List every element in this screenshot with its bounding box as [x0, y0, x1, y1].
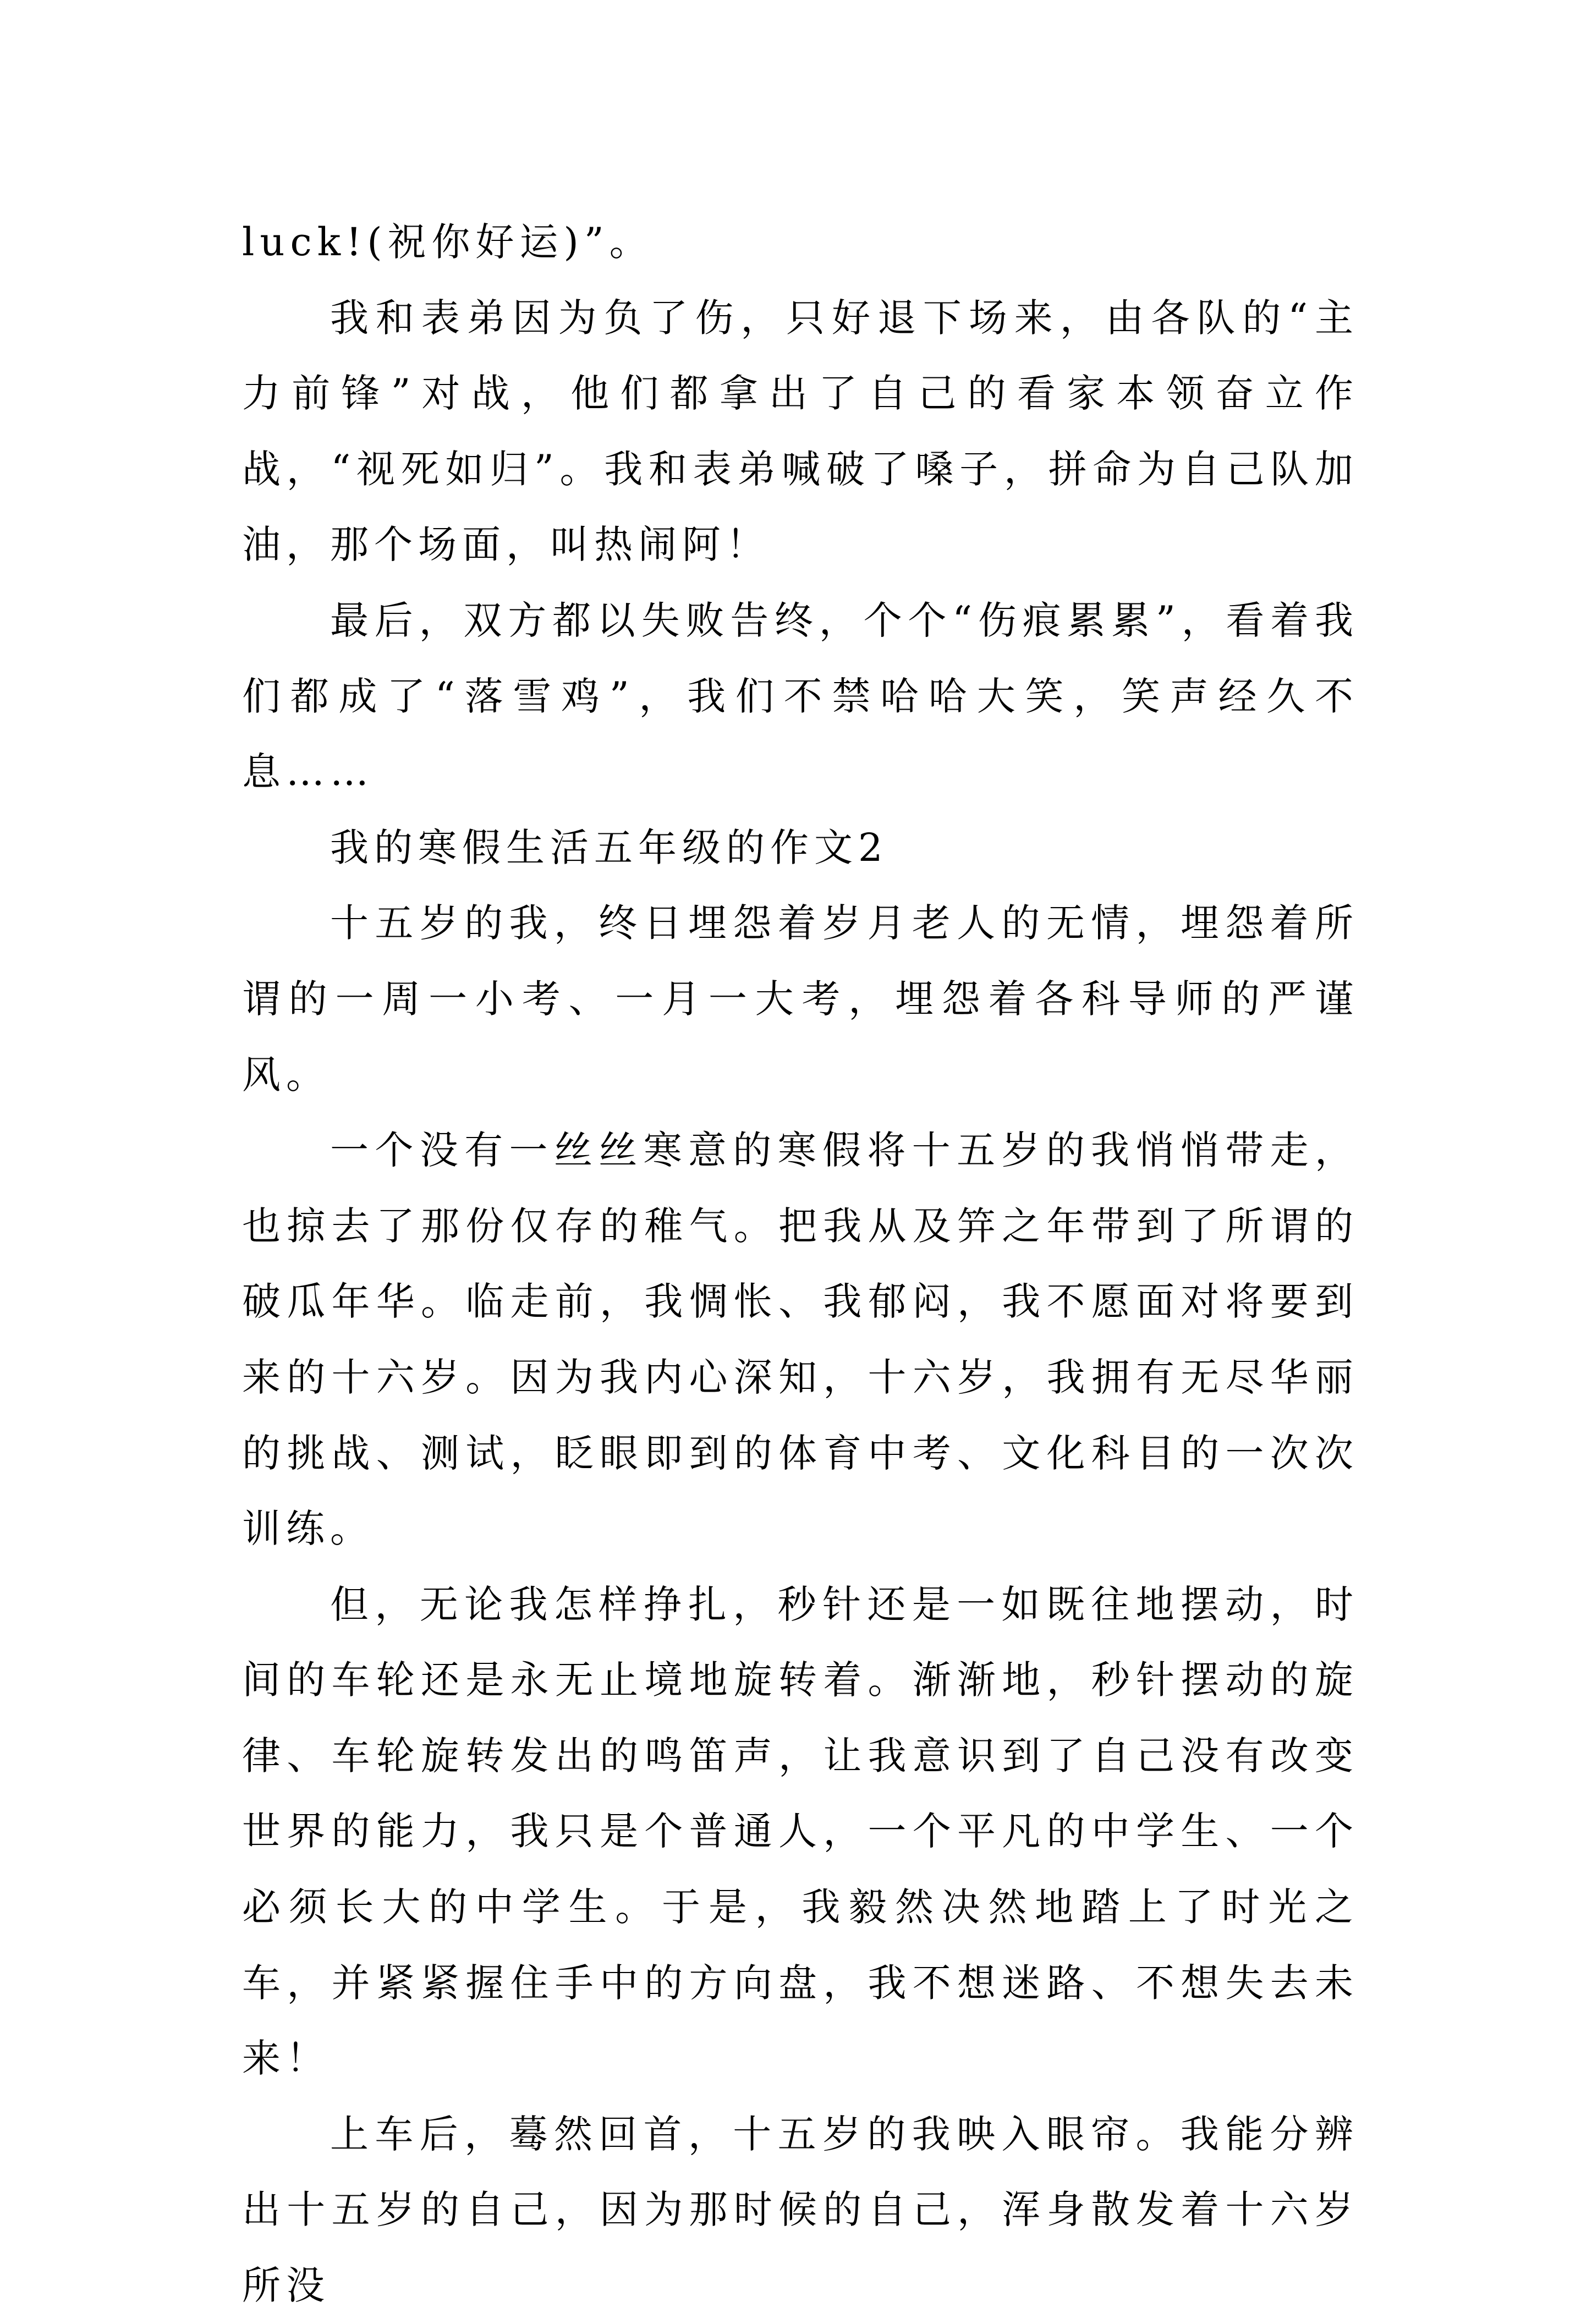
paragraph-2: 我和表弟因为负了伤，只好退下场来，由各队的“主力前锋”对战，他们都拿出了自己的看家本领奋立作战，“视死如归”。我和表弟喊破了嗓子，拼命为自己队加油，那个场面，叫热闹阿！	[242, 295, 1359, 568]
paragraph-6: 但，无论我怎样挣扎，秒针还是一如既往地摆动，时间的车轮还是永无止境地旋转着。渐渐地，秒针摆动的旋律、车轮旋转发出的鸣笛声，让我意识到了自己没有改变世界的能力，我只是个普通人，一个平凡的中学生、一个必须长大的中学生。于是，我毅然决然地踏上了时光之车，并紧紧握住手中的方向盘，我不想迷路、不想失去未来！	[242, 1581, 1359, 2081]
paragraph-4: 十五岁的我，终日埋怨着岁月老人的无情，埋怨着所谓的一周一小考、一月一大考，埋怨着各科导师的严谨风。	[242, 900, 1359, 1097]
section-heading: 我的寒假生活五年级的作文2	[330, 825, 888, 870]
paragraph-5: 一个没有一丝丝寒意的寒假将十五岁的我悄悄带走，也掠去了那份仅存的稚气。把我从及笄之年带到了所谓的破瓜年华。临走前，我惆怅、我郁闷，我不愿面对将要到来的十六岁。因为我内心深知，十六岁，我拥有无尽华丽的挑战、测试，眨眼即到的体育中考、文化科目的一次次训练。	[242, 1128, 1359, 1552]
paragraph-1: luck!(祝你好运)”。	[242, 219, 654, 265]
body-text	[242, 205, 1359, 2324]
paragraph-7: 上车后，蓦然回首，十五岁的我映入眼帘。我能分辨出十五岁的自己，因为那时候的自己，浑身散发着十六岁所没	[242, 2111, 1359, 2309]
paragraph-3: 最后，双方都以失败告终，个个“伤痕累累”，看着我们都成了“落雪鸡”，我们不禁哈哈大笑，笑声经久不息……	[242, 597, 1359, 795]
